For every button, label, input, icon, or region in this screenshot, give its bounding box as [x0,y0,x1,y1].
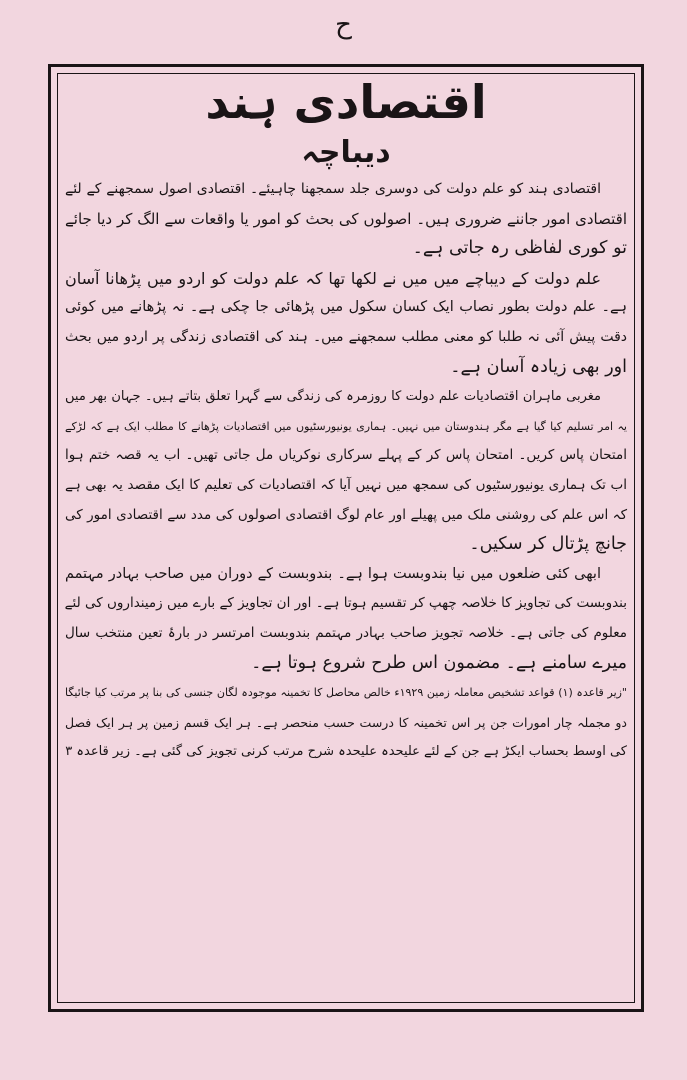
text-line: جانچ پڑتال کر سکیں۔ [469,534,627,555]
text-line: کہ اس علم کی روشنی ملک میں پھیلے اور عام لوگ اقتصادی اصولوں کی مدد سے اقتصادی امور کی [65,506,627,523]
text-line: ہے۔ علم دولت بطور نصاب ایک کسان سکول میں پڑھائی جا چکی ہے۔ نہ پڑھانے میں کوئی [65,299,627,316]
text-line: دو مجملہ چار امورات جن پر اس تخمینہ کا درست حسب منحصر ہے۔ ہر ایک قسم زمین پر ہر ایک فصل [65,714,627,730]
text-line: اب تک ہماری یونیورسٹیوں کی سمجھ میں نہیں آیا کہ اقتصادیات کی تعلیم کا ایک مقصد یہ بھی ہے [65,476,627,493]
paragraph [65,560,627,678]
text-line: معلوم کی جاتی ہے۔ خلاصہ تجویز صاحب بہادر مہتمم بندوبست امرتسر در بارۂ تعین منتخب سال [65,624,627,641]
preface-heading: دیباچہ [301,135,391,170]
text-line: میرے سامنے ہے۔ مضمون اس طرح شروع ہوتا ہے۔ [251,652,627,673]
page-frame [48,64,644,1012]
text-line: اقتصادی امور جاننے ضروری ہیں۔ اصولوں کی بحث کو امور یا واقعات سے الگ کر دیا جائے [65,209,627,228]
text-line: ابھی کئی ضلعوں میں نیا بندوبست ہوا ہے۔ بندوبست کے دوران میں صاحب بہادر مہتمم [65,565,601,582]
text-line: اور بھی زیادہ آسان ہے۔ [450,356,627,377]
text-line: "زیر قاعدہ (۱) قواعد تشخیص معاملہ زمین ۱۹۲۹ء خالص محاصل کا تخمینہ موجودہ لگان جنسی کی بنا پر مرتب کیا جائیگا [65,686,627,700]
book-title: اقتصادی ہند [205,75,487,129]
text-line: مغربی ماہران اقتصادیات علم دولت کا روزمرہ کی زندگی سے گہرا تعلق بتاتے ہیں۔ جہان بھر میں [65,389,601,405]
text-line: کی اوسط بحساب ایکڑ ہے جن کے لئے علیحدہ علیحدہ شرح مرتب کرنی تجویز کی گئی ہے۔ زیر قاعدہ ۳ [65,744,627,760]
preface-body [65,175,627,767]
text-line: امتحان پاس کریں۔ امتحان پاس کر کے پہلے سرکاری نوکریاں مل جاتی تھیں۔ اب یہ قصہ ختم ہوا [65,447,627,464]
text-line: یہ امر تسلیم کیا گیا ہے مگر ہندوستان میں نہیں۔ ہماری یونیورسٹیوں میں اقتصادیات پڑھانے کا مطلب ایک ہے کہ لڑکے [65,419,627,433]
paragraph [65,264,627,382]
page-content [65,71,627,1001]
text-line: علم دولت کے دیباچے میں میں نے لکھا تھا کہ علم دولت کو اردو میں پڑھانا آسان [65,268,601,288]
paragraph [65,175,627,264]
text-line: اقتصادی ہند کو علم دولت کی دوسری جلد سمجھنا چاہیئے۔ اقتصادی اصول سمجھنے کے لئے [65,181,601,197]
text-line: بندوبست کی تجاویز کا خلاصہ چھپ کر تقسیم ہوتا ہے۔ اور ان تجاویز کے بارے میں زمینداروں کی لئے [64,595,627,612]
text-line: تو کوری لفاظی رہ جاتی ہے۔ [412,238,627,259]
footnote-paragraph [65,678,627,767]
page-number: ح [335,10,352,40]
text-line: دقت پیش آئی نہ طلبا کو معنی مطلب سمجھنے میں۔ ہند کی اقتصادی زندگی پر اردو میں بحث [65,328,627,345]
paragraph [65,382,627,560]
